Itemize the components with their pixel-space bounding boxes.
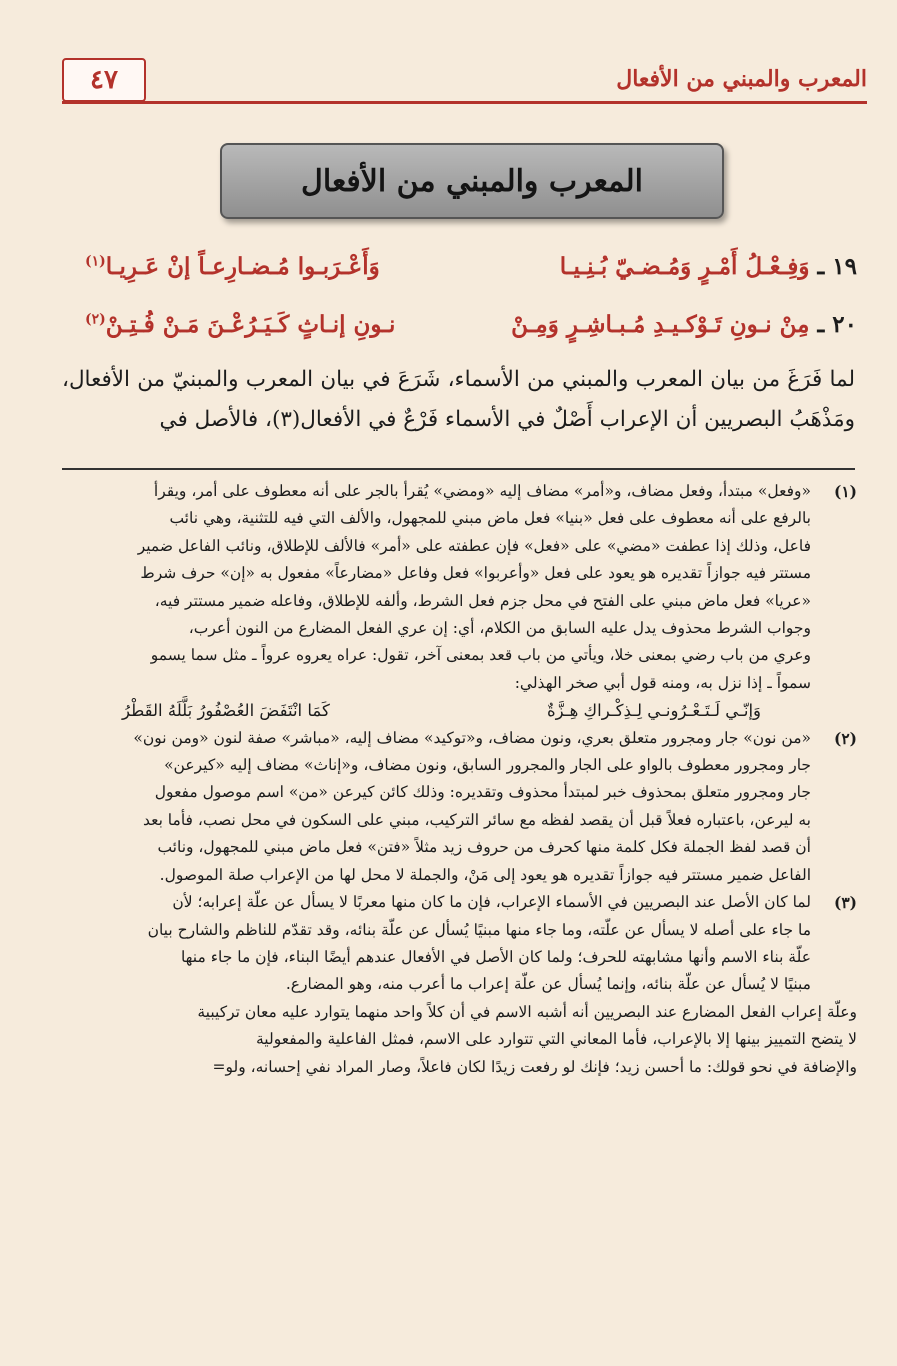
footnote-line: جار ومجرور معطوف بالواو على الجار والمجرور السابق، ونون مضاف، و«إناث» مضاف إليه «كيرعن» xyxy=(164,756,811,775)
chapter-title-box xyxy=(220,143,724,219)
verse-text: مِنْ نـونِ تَـوْكـيـدِ مُـبـاشِـرٍ وَمِـنْ xyxy=(511,310,810,338)
poem-verse xyxy=(62,697,811,724)
footnote-line: «وفعل» مبتدأ، وفعل مضاف، و«أمر» مضاف إليه «ومضي» يُقرأ بالجر على أنه معطوف على أمر، ويقرأ xyxy=(153,482,811,500)
poem-first-half: وَإنّـي لَـتَـعْـرُونـي لِـذِكْـراكِ هِـزَّةٌ xyxy=(547,701,761,721)
header-divider xyxy=(62,101,867,104)
footnote-line: وجواب الشرط محذوف يدل عليه السابق من الكلام، أي: إن عري الفعل المضارع من النون أعرب، xyxy=(188,619,811,638)
verse-text: وَأَعْـرَبـوا مُـضـارِعـاً إنْ عَـرِيـا xyxy=(105,252,380,280)
verse-text: نـونِ إنـاثٍ كَـيَـرُعْـنَ مَـنْ فُـتِـنْ xyxy=(105,310,396,338)
verse-first-half xyxy=(511,311,857,338)
footnote-number: (٣) xyxy=(833,893,857,913)
page-number: ٤٧ xyxy=(62,58,146,102)
footnote-line: «من نون» جار ومجرور متعلق بعري، ونون مضاف، و«توكيد» مضاف إليه، «مباشر» صفة لنون «ومن نون» xyxy=(133,728,811,747)
footnote-line: والإضافة في نحو قولك: ما أحسن زيد؛ فإنك لو رفعت زيدًا لكان فاعلاً، وصار المراد نفي إحسانه، ولو= xyxy=(212,1057,857,1076)
main-paragraph: لما فَرَغَ من بيان المعرب والمبني من الأسماء، شَرَعَ في بيان المعرب والمبنيّ من الأفعال، ومَذْهَبُ البصريين أن الإعراب أَصْلٌ في الأسماء فَرْعٌ في الأفعال(٣)، فالأصل في xyxy=(62,367,855,432)
footnote-line: جار ومجرور متعلق بمحذوف خبر لمبتدأ محذوف وتقديره: وذلك كائن كيرعن «من» اسم موصول مفعول xyxy=(154,783,811,802)
footnote-line: فاعل، وذلك إذا عطفت «مضي» على «فعل» فإن عطفته على «أمر» فالألف للإطلاق، ونائب الفاعل ضمير xyxy=(137,536,811,555)
verse-number: ١٩ ـ xyxy=(817,252,857,280)
footnote-line: علّة بناء الاسم وأنها مشابهته للحرف؛ ولما كان الأصل في الأفعال عندهم أيضًا البناء، فإن ما جاء منها xyxy=(180,947,811,966)
footnote-line: سمواً ـ إذا نزل به، ومنه قول أبي صخر الهذلي: xyxy=(514,673,811,692)
verse-line xyxy=(85,246,857,286)
footnote-line: الفاعل ضمير مستتر فيه جوازاً تقديره هو يعود إلى مَنْ، والجملة لا محل لها من الإعراب صلة الموصول. xyxy=(159,865,811,884)
footnote-number: (٢) xyxy=(833,728,857,748)
footnote-continuation xyxy=(62,999,857,1081)
footnote-line: وعلّة إعراب الفعل المضارع عند البصريين أنه أشبه الاسم في أن كلاً واحد منهما يتوارد عليه معان تركيبية xyxy=(197,1002,857,1021)
footnote-divider xyxy=(62,468,855,470)
running-title: المعرب والمبني من الأفعال xyxy=(616,66,867,92)
footnote-marker: (١) xyxy=(85,252,106,269)
footnote-line: ما جاء على أصله لا يسأل عن علّته، وما جاء منها مبنيًا يُسأل عن علّة بنائه، وقد تقدّم للناظم والشارح بيان xyxy=(147,920,811,939)
footnote-marker: (٢) xyxy=(85,310,106,327)
footnote-line: بالرفع على أنه معطوف على فعل «بنيا» فعل ماض مبني للمجهول، والألف التي فيه للتثنية، وهي نائب xyxy=(169,509,811,528)
footnote-line: لا يتضح التمييز بينها إلا بالإعراب، فأما المعاني التي تتوارد على الاسم، فمثل الفاعلية والمفعولية xyxy=(256,1030,857,1049)
footnote xyxy=(62,725,857,889)
footnote-line: أن قصد لفظ الجملة فكل كلمة منها كحرف من حروف زيد مثلاً «فتن» فعل ماض مبني للمجهول، ونائب xyxy=(157,838,811,857)
footnote xyxy=(62,478,857,725)
poem-second-half: كَمَا انْتَفَضَ العُصْفُورُ بَلَّلَهُ القَطْرُ xyxy=(122,701,330,721)
footnote-line: لما كان الأصل عند البصريين في الأسماء الإعراب، فإن ما كان منها معربًا لا يسأل عن علّة إعرابه؛ لأن xyxy=(172,893,811,912)
footnote-line: «عريا» فعل ماض مبني على الفتح في محل جزم فعل الشرط، وألفه للإطلاق، وفاعله ضمير مستتر فيه، xyxy=(154,591,811,610)
verse-text: وَفِـعْـلُ أَمْـرٍ وَمُـضـيّ بُـنِـيـا xyxy=(559,252,810,280)
footnote-line: وعري من باب رضي بمعنى خلا، ويأتي من باب قعد بمعنى آخر، تقول: عراه يعروه عرواً ـ مثل سما يسمو xyxy=(150,646,811,665)
footnote-number: (١) xyxy=(833,482,857,501)
footnotes xyxy=(62,478,857,1358)
footnote-line: مستتر فيه جوازاً تقديره هو يعود على فعل «وأعربوا» فعل وفاعل «مضارعاً» مفعول به «إن» حرف شرط xyxy=(140,564,811,583)
verse-first-half xyxy=(560,253,857,280)
running-head xyxy=(62,52,867,102)
chapter-title: المعرب والمبني من الأفعال xyxy=(301,163,643,199)
verse-number: ٢٠ ـ xyxy=(817,310,857,338)
verse-second-half xyxy=(85,253,380,280)
footnote xyxy=(62,889,857,999)
footnote-line: مبنيًا لا يُسأل عن علّة بنائه، وإنما يُسأل عن علّة إعراب ما أعرب منه، وهو المضارع. xyxy=(285,975,811,994)
verse-second-half xyxy=(85,311,395,338)
footnote-line: به ليرعن، باعتباره فعلاً قبل أن يقصد لفظه مع سائر التركيب، مبني على السكون في محل نصب، فأما بعد xyxy=(142,810,811,829)
verse-line xyxy=(85,304,857,344)
